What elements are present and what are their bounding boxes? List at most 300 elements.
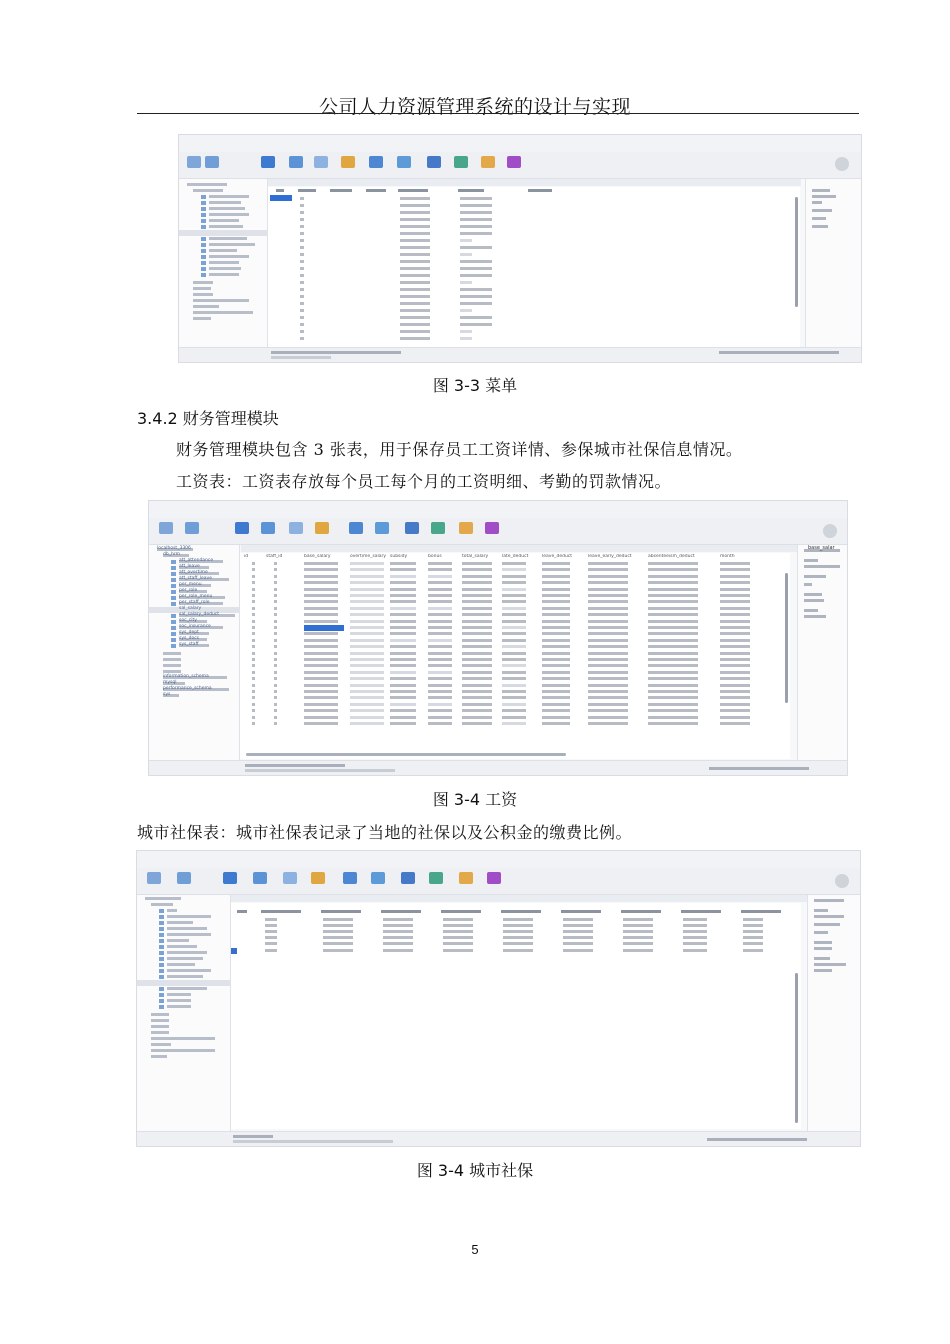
grid-cell[interactable] (648, 600, 698, 603)
grid-cell[interactable] (648, 709, 698, 712)
grid-cell[interactable] (588, 620, 628, 623)
grid-cell[interactable] (428, 562, 452, 565)
grid-cell[interactable] (462, 620, 492, 623)
grid-cell[interactable] (428, 613, 452, 616)
grid-cell[interactable] (502, 562, 526, 565)
grid-cell[interactable] (720, 652, 750, 655)
grid-cell[interactable] (252, 709, 255, 712)
grid-cell[interactable] (304, 658, 338, 661)
grid-cell[interactable] (274, 575, 277, 578)
grid-cell[interactable] (390, 722, 416, 725)
grid-cell[interactable] (542, 594, 570, 597)
grid-cell[interactable] (350, 639, 384, 642)
column-header-leave-deduct[interactable]: leave_deduct (542, 554, 573, 559)
grid-cell[interactable] (502, 626, 526, 629)
grid-cell[interactable] (542, 722, 570, 725)
grid-cell[interactable] (462, 562, 492, 565)
grid-cell[interactable] (304, 594, 338, 597)
grid-cell[interactable] (274, 581, 277, 584)
grid-cell[interactable] (350, 722, 384, 725)
grid-cell[interactable] (304, 575, 338, 578)
grid-cell[interactable] (462, 588, 492, 591)
grid-cell[interactable] (390, 639, 416, 642)
grid-cell[interactable] (350, 684, 384, 687)
grid-cell[interactable] (428, 703, 452, 706)
grid-cell[interactable] (588, 709, 628, 712)
grid-cell[interactable] (252, 658, 255, 661)
grid-cell[interactable] (428, 709, 452, 712)
grid-cell[interactable] (274, 620, 277, 623)
grid-cell[interactable] (462, 703, 492, 706)
grid-cell[interactable] (252, 632, 255, 635)
grid-cell[interactable] (588, 684, 628, 687)
grid-cell[interactable] (350, 575, 384, 578)
grid-cell[interactable] (502, 703, 526, 706)
grid-cell[interactable] (350, 613, 384, 616)
grid-cell[interactable] (304, 632, 338, 635)
grid-cell[interactable] (720, 690, 750, 693)
grid-cell[interactable] (648, 677, 698, 680)
grid-cell[interactable] (588, 600, 628, 603)
grid-cell[interactable] (502, 581, 526, 584)
grid-cell[interactable] (274, 626, 277, 629)
grid-cell[interactable] (542, 709, 570, 712)
grid-cell[interactable] (428, 664, 452, 667)
grid-cell[interactable] (304, 690, 338, 693)
grid-cell[interactable] (542, 639, 570, 642)
tree-item-performance-schema[interactable]: performance_schema (163, 686, 212, 691)
grid-cell[interactable] (648, 594, 698, 597)
object-tabs[interactable] (241, 545, 799, 552)
grid-cell[interactable] (252, 645, 255, 648)
grid-cell[interactable] (304, 703, 338, 706)
grid-cell[interactable] (350, 658, 384, 661)
grid-cell[interactable] (274, 568, 277, 571)
grid-cell[interactable] (502, 632, 526, 635)
grid-cell[interactable] (588, 639, 628, 642)
grid-cell[interactable] (428, 684, 452, 687)
column-header-month[interactable]: month (720, 554, 735, 559)
grid-cell[interactable] (648, 613, 698, 616)
grid-cell[interactable] (252, 671, 255, 674)
grid-cell[interactable] (588, 696, 628, 699)
grid-cell[interactable] (542, 677, 570, 680)
grid-cell[interactable] (428, 696, 452, 699)
grid-cell[interactable] (274, 632, 277, 635)
menu-data-grid[interactable] (268, 187, 800, 347)
tree-item-per-staff-role[interactable]: per_staff_role (179, 600, 210, 605)
grid-cell[interactable] (588, 716, 628, 719)
grid-cell[interactable] (274, 716, 277, 719)
grid-cell[interactable] (350, 588, 384, 591)
grid-cell[interactable] (252, 677, 255, 680)
grid-cell[interactable] (350, 568, 384, 571)
grid-cell[interactable] (502, 607, 526, 610)
grid-cell[interactable] (588, 568, 628, 571)
column-header-total-salary[interactable]: total_salary (462, 554, 489, 559)
grid-cell[interactable] (720, 677, 750, 680)
grid-cell[interactable] (588, 581, 628, 584)
grid-cell[interactable] (648, 645, 698, 648)
tree-item-information-schema[interactable]: information_schema (163, 674, 209, 679)
tree-item-soc-insurance[interactable]: soc_insurance (179, 624, 211, 629)
tree-item-att-attendance[interactable]: att_attendance (179, 558, 214, 563)
grid-cell[interactable] (252, 690, 255, 693)
grid-cell[interactable] (350, 709, 384, 712)
grid-cell[interactable] (588, 703, 628, 706)
grid-cell[interactable] (304, 696, 338, 699)
grid-cell[interactable] (274, 703, 277, 706)
grid-cell[interactable] (252, 594, 255, 597)
grid-cell[interactable] (390, 620, 416, 623)
tree-item-per-role[interactable]: per_role (179, 588, 198, 593)
grid-cell[interactable] (588, 562, 628, 565)
grid-cell[interactable] (252, 716, 255, 719)
grid-cell[interactable] (648, 588, 698, 591)
grid-cell[interactable] (390, 709, 416, 712)
grid-cell[interactable] (428, 594, 452, 597)
grid-cell[interactable] (720, 620, 750, 623)
grid-cell[interactable] (390, 696, 416, 699)
column-header-base-salary[interactable]: base_salary (304, 554, 331, 559)
grid-cell[interactable] (542, 581, 570, 584)
grid-cell[interactable] (720, 607, 750, 610)
grid-cell[interactable] (428, 645, 452, 648)
selected-cell[interactable] (304, 625, 344, 631)
grid-cell[interactable] (542, 658, 570, 661)
grid-cell[interactable] (350, 620, 384, 623)
grid-cell[interactable] (252, 722, 255, 725)
grid-cell[interactable] (648, 716, 698, 719)
grid-cell[interactable] (304, 613, 338, 616)
grid-cell[interactable] (252, 684, 255, 687)
grid-cell[interactable] (542, 600, 570, 603)
grid-cell[interactable] (542, 632, 570, 635)
grid-cell[interactable] (542, 703, 570, 706)
tree-item-att-overtime[interactable]: att_overtime (179, 570, 208, 575)
grid-cell[interactable] (720, 575, 750, 578)
grid-cell[interactable] (274, 690, 277, 693)
grid-cell[interactable] (502, 594, 526, 597)
grid-cell[interactable] (542, 588, 570, 591)
grid-cell[interactable] (720, 658, 750, 661)
grid-cell[interactable] (588, 607, 628, 610)
grid-cell[interactable] (588, 722, 628, 725)
grid-cell[interactable] (648, 568, 698, 571)
grid-cell[interactable] (390, 594, 416, 597)
grid-cell[interactable] (274, 645, 277, 648)
grid-cell[interactable] (502, 722, 526, 725)
grid-cell[interactable] (252, 575, 255, 578)
grid-cell[interactable] (720, 581, 750, 584)
grid-cell[interactable] (502, 600, 526, 603)
grid-cell[interactable] (304, 639, 338, 642)
grid-cell[interactable] (720, 709, 750, 712)
grid-cell[interactable] (588, 652, 628, 655)
grid-cell[interactable] (252, 613, 255, 616)
grid-cell[interactable] (390, 600, 416, 603)
grid-cell[interactable] (462, 581, 492, 584)
grid-cell[interactable] (502, 658, 526, 661)
grid-cell[interactable] (274, 664, 277, 667)
connection-tree[interactable] (137, 895, 231, 1132)
grid-cell[interactable] (390, 684, 416, 687)
grid-cell[interactable] (252, 568, 255, 571)
grid-cell[interactable] (304, 664, 338, 667)
grid-cell[interactable] (252, 652, 255, 655)
grid-cell[interactable] (502, 690, 526, 693)
grid-cell[interactable] (462, 632, 492, 635)
grid-cell[interactable] (428, 722, 452, 725)
tree-item-sys-docs[interactable]: sys_docs (179, 636, 200, 641)
grid-cell[interactable] (502, 639, 526, 642)
tree-item-mysql[interactable]: mysql (163, 680, 177, 685)
grid-cell[interactable] (648, 639, 698, 642)
grid-cell[interactable] (462, 709, 492, 712)
grid-cell[interactable] (462, 639, 492, 642)
grid-cell[interactable] (252, 562, 255, 565)
grid-cell[interactable] (588, 690, 628, 693)
grid-cell[interactable] (648, 690, 698, 693)
tree-item-per-menu[interactable]: per_menu (179, 582, 202, 587)
grid-cell[interactable] (428, 716, 452, 719)
grid-cell[interactable] (720, 716, 750, 719)
grid-cell[interactable] (462, 607, 492, 610)
grid-cell[interactable] (304, 607, 338, 610)
grid-cell[interactable] (462, 658, 492, 661)
grid-cell[interactable] (648, 632, 698, 635)
grid-cell[interactable] (542, 613, 570, 616)
column-header-late-deduct[interactable]: late_deduct (502, 554, 529, 559)
grid-cell[interactable] (390, 607, 416, 610)
grid-cell[interactable] (274, 562, 277, 565)
grid-cell[interactable] (252, 620, 255, 623)
tree-item-soc-city[interactable]: soc_city (179, 618, 197, 623)
grid-cell[interactable] (720, 568, 750, 571)
grid-cell[interactable] (274, 607, 277, 610)
grid-cell[interactable] (252, 639, 255, 642)
grid-cell[interactable] (648, 562, 698, 565)
grid-cell[interactable] (428, 677, 452, 680)
grid-cell[interactable] (252, 600, 255, 603)
grid-cell[interactable] (274, 684, 277, 687)
grid-cell[interactable] (462, 613, 492, 616)
grid-cell[interactable] (462, 671, 492, 674)
grid-cell[interactable] (462, 645, 492, 648)
column-header-overtime-salary[interactable]: overtime_salary (350, 554, 387, 559)
grid-cell[interactable] (502, 716, 526, 719)
grid-cell[interactable] (252, 664, 255, 667)
grid-cell[interactable] (350, 696, 384, 699)
grid-cell[interactable] (350, 626, 384, 629)
grid-cell[interactable] (304, 716, 338, 719)
grid-cell[interactable] (252, 607, 255, 610)
grid-cell[interactable] (720, 696, 750, 699)
grid-cell[interactable] (390, 703, 416, 706)
grid-cell[interactable] (648, 703, 698, 706)
grid-cell[interactable] (350, 664, 384, 667)
grid-cell[interactable] (304, 652, 338, 655)
tree-item-att-leave[interactable]: att_leave (179, 564, 200, 569)
column-header-bonus[interactable]: bonus (428, 554, 442, 559)
tree-item-att-staff-leave[interactable]: att_staff_leave (179, 576, 212, 581)
grid-cell[interactable] (390, 664, 416, 667)
grid-cell[interactable] (350, 671, 384, 674)
grid-cell[interactable] (720, 588, 750, 591)
grid-cell[interactable] (428, 639, 452, 642)
grid-cell[interactable] (502, 568, 526, 571)
grid-cell[interactable] (274, 671, 277, 674)
connection-tree[interactable] (179, 179, 268, 348)
grid-cell[interactable] (502, 620, 526, 623)
grid-cell[interactable] (542, 664, 570, 667)
object-tabs[interactable] (231, 895, 812, 902)
grid-cell[interactable] (390, 562, 416, 565)
grid-cell[interactable] (350, 677, 384, 680)
grid-cell[interactable] (588, 588, 628, 591)
grid-cell[interactable] (720, 632, 750, 635)
grid-cell[interactable] (304, 677, 338, 680)
column-header-id[interactable]: id (244, 554, 249, 559)
connection-tree[interactable] (149, 545, 240, 761)
grid-cell[interactable] (542, 684, 570, 687)
grid-cell[interactable] (304, 600, 338, 603)
grid-cell[interactable] (588, 658, 628, 661)
grid-cell[interactable] (648, 684, 698, 687)
grid-cell[interactable] (588, 671, 628, 674)
grid-cell[interactable] (648, 671, 698, 674)
grid-cell[interactable] (648, 626, 698, 629)
column-header-subsidy[interactable]: subsidy (390, 554, 408, 559)
grid-cell[interactable] (428, 626, 452, 629)
grid-cell[interactable] (462, 696, 492, 699)
grid-cell[interactable] (720, 626, 750, 629)
grid-cell[interactable] (304, 568, 338, 571)
grid-cell[interactable] (350, 607, 384, 610)
grid-cell[interactable] (648, 664, 698, 667)
grid-cell[interactable] (542, 568, 570, 571)
tree-item-sal-salary-deduct[interactable]: sal_salary_deduct (179, 612, 220, 617)
grid-cell[interactable] (542, 626, 570, 629)
grid-cell[interactable] (274, 600, 277, 603)
city-insurance-data-grid[interactable] (231, 903, 801, 1129)
grid-cell[interactable] (428, 588, 452, 591)
tree-item-sys-dept[interactable]: sys_dept (179, 630, 199, 635)
grid-cell[interactable] (588, 594, 628, 597)
grid-cell[interactable] (720, 722, 750, 725)
grid-cell[interactable] (350, 594, 384, 597)
grid-cell[interactable] (502, 709, 526, 712)
grid-cell[interactable] (720, 639, 750, 642)
grid-cell[interactable] (390, 613, 416, 616)
grid-cell[interactable] (428, 690, 452, 693)
grid-cell[interactable] (542, 575, 570, 578)
grid-cell[interactable] (542, 690, 570, 693)
grid-cell[interactable] (462, 690, 492, 693)
grid-cell[interactable] (390, 575, 416, 578)
grid-cell[interactable] (502, 677, 526, 680)
grid-cell[interactable] (390, 677, 416, 680)
grid-cell[interactable] (252, 581, 255, 584)
grid-cell[interactable] (274, 639, 277, 642)
grid-cell[interactable] (542, 652, 570, 655)
grid-cell[interactable] (428, 581, 452, 584)
grid-cell[interactable] (390, 568, 416, 571)
grid-cell[interactable] (588, 664, 628, 667)
grid-cell[interactable] (390, 652, 416, 655)
grid-cell[interactable] (274, 613, 277, 616)
grid-cell[interactable] (502, 613, 526, 616)
grid-cell[interactable] (588, 632, 628, 635)
grid-cell[interactable] (720, 600, 750, 603)
grid-cell[interactable] (542, 620, 570, 623)
grid-cell[interactable] (502, 588, 526, 591)
grid-cell[interactable] (350, 716, 384, 719)
grid-cell[interactable] (428, 632, 452, 635)
grid-cell[interactable] (462, 716, 492, 719)
grid-cell[interactable] (720, 671, 750, 674)
grid-cell[interactable] (588, 626, 628, 629)
grid-cell[interactable] (542, 671, 570, 674)
grid-cell[interactable] (428, 658, 452, 661)
grid-cell[interactable] (462, 677, 492, 680)
grid-cell[interactable] (350, 652, 384, 655)
grid-cell[interactable] (588, 575, 628, 578)
tree-item-sys-staff[interactable]: sys_staff (179, 642, 199, 647)
grid-cell[interactable] (390, 658, 416, 661)
tree-item-per-role-menu[interactable]: per_role_menu (179, 594, 213, 599)
grid-cell[interactable] (304, 671, 338, 674)
grid-cell[interactable] (462, 575, 492, 578)
grid-cell[interactable] (390, 588, 416, 591)
grid-cell[interactable] (304, 588, 338, 591)
grid-cell[interactable] (350, 600, 384, 603)
grid-cell[interactable] (462, 600, 492, 603)
grid-cell[interactable] (428, 575, 452, 578)
grid-cell[interactable] (428, 568, 452, 571)
grid-cell[interactable] (350, 581, 384, 584)
grid-cell[interactable] (648, 696, 698, 699)
grid-cell[interactable] (462, 684, 492, 687)
grid-cell[interactable] (304, 620, 338, 623)
tree-item-sys[interactable]: sys (163, 692, 171, 697)
grid-cell[interactable] (720, 594, 750, 597)
grid-cell[interactable] (462, 626, 492, 629)
grid-cell[interactable] (428, 620, 452, 623)
grid-cell[interactable] (390, 671, 416, 674)
grid-cell[interactable] (390, 632, 416, 635)
grid-cell[interactable] (502, 671, 526, 674)
grid-cell[interactable] (542, 716, 570, 719)
grid-cell[interactable] (720, 684, 750, 687)
grid-cell[interactable] (274, 594, 277, 597)
grid-cell[interactable] (720, 613, 750, 616)
grid-cell[interactable] (252, 703, 255, 706)
grid-cell[interactable] (390, 690, 416, 693)
grid-cell[interactable] (304, 581, 338, 584)
grid-cell[interactable] (252, 626, 255, 629)
grid-cell[interactable] (648, 658, 698, 661)
grid-cell[interactable] (462, 722, 492, 725)
grid-cell[interactable] (502, 575, 526, 578)
grid-cell[interactable] (648, 722, 698, 725)
grid-cell[interactable] (350, 632, 384, 635)
tree-item-localhost-3306[interactable]: localhost_3306 (157, 546, 191, 551)
salary-data-grid[interactable] (240, 553, 790, 759)
grid-cell[interactable] (462, 568, 492, 571)
grid-cell[interactable] (428, 671, 452, 674)
grid-cell[interactable] (542, 696, 570, 699)
